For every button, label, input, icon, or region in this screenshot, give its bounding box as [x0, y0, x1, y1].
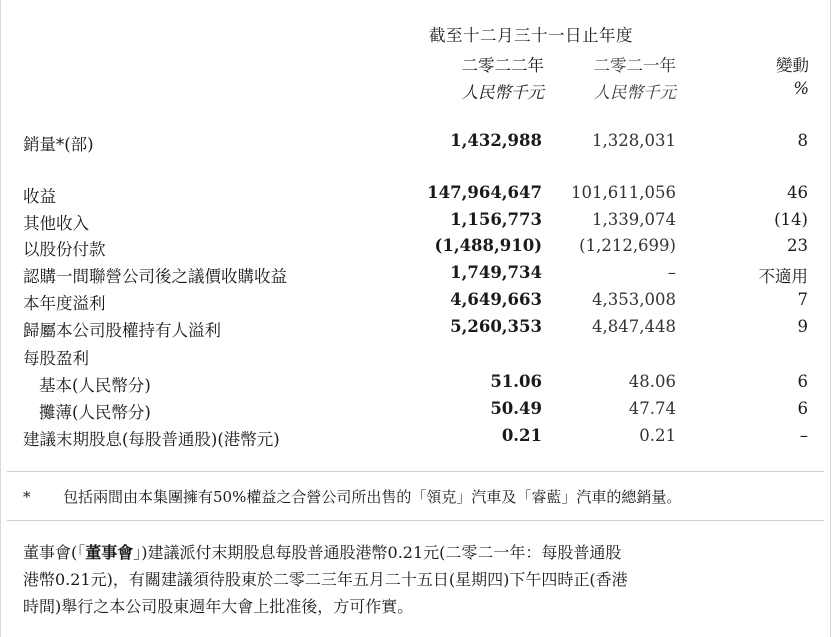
value-2021: 1,339,074	[592, 210, 676, 229]
table-row	[1, 131, 830, 155]
value-2022: 50.49	[490, 399, 542, 418]
value-change: 6	[797, 399, 808, 418]
value-change: 8	[797, 131, 808, 150]
paragraph-text: 董事會(「	[23, 543, 86, 562]
value-2021: –	[667, 263, 676, 282]
table-row	[1, 317, 830, 341]
value-2022: 1,432,988	[450, 131, 542, 150]
value-2022: (1,488,910)	[434, 236, 542, 255]
divider	[7, 520, 824, 521]
row-label: 每股盈利	[23, 349, 89, 368]
value-2022: 51.06	[490, 372, 542, 391]
divider	[7, 471, 824, 472]
table-row	[1, 263, 830, 287]
paragraph-text: 」)建議派付末期股息每股普通股港幣0.21元(二零二一年：每股普通股	[133, 543, 622, 562]
row-label: 基本(人民幣分)	[39, 376, 151, 395]
value-2022: 4,649,663	[450, 290, 542, 309]
value-2021: 4,847,448	[592, 317, 676, 336]
period-header: 截至十二月三十一日止年度	[429, 26, 633, 45]
unit-change: %	[793, 79, 809, 98]
column-header-2022: 二零二二年	[461, 56, 544, 75]
row-label: 其他收入	[23, 214, 89, 233]
value-change: 46	[787, 183, 808, 202]
footnote-text: 包括兩間由本集團擁有50%權益之合營公司所出售的「領克」汽車及「睿藍」汽車的總銷量。	[63, 488, 682, 506]
row-label: 歸屬本公司股權持有人溢利	[23, 321, 221, 340]
value-change: 6	[797, 372, 808, 391]
footnote-mark: *	[23, 488, 31, 506]
value-change: –	[799, 426, 808, 445]
value-2021: (1,212,699)	[579, 236, 676, 255]
value-2021: 47.74	[628, 399, 676, 418]
value-change: 9	[797, 317, 808, 336]
footnote	[23, 486, 681, 507]
table-row	[1, 399, 830, 423]
table-row	[1, 210, 830, 234]
table-row	[1, 426, 830, 450]
dividend-paragraph-line-3: 時間)舉行之本公司股東週年大會上批准後，方可作實。	[23, 597, 414, 616]
value-2021: 101,611,056	[571, 183, 676, 202]
board-term: 董事會	[85, 543, 134, 562]
value-2022: 1,749,734	[450, 263, 542, 282]
unit-2022: 人民幣千元	[461, 83, 544, 102]
row-label: 以股份付款	[23, 240, 106, 259]
table-row	[1, 183, 830, 207]
column-header-change: 變動	[776, 56, 809, 75]
row-label: 本年度溢利	[23, 294, 106, 313]
value-2021: 0.21	[639, 426, 676, 445]
row-label: 收益	[23, 187, 56, 206]
column-header-2021: 二零二一年	[593, 56, 676, 75]
dividend-paragraph-line-1	[23, 540, 813, 563]
value-change: 23	[787, 236, 808, 255]
row-label: 認購一間聯營公司後之議價收購收益	[23, 267, 287, 286]
table-row	[1, 290, 830, 314]
value-2021: 4,353,008	[592, 290, 676, 309]
value-2022: 1,156,773	[450, 210, 542, 229]
value-2022: 0.21	[501, 426, 542, 445]
value-change: 7	[797, 290, 808, 309]
value-2021: 1,328,031	[592, 131, 676, 150]
unit-2021: 人民幣千元	[593, 83, 676, 102]
value-change: (14)	[774, 210, 808, 229]
value-2022: 147,964,647	[427, 183, 542, 202]
table-row	[1, 372, 830, 396]
table-row	[1, 345, 830, 369]
row-label: 銷量*(部)	[23, 135, 94, 154]
row-label: 攤薄(人民幣分)	[39, 403, 151, 422]
row-label: 建議末期股息(每股普通股)(港幣元)	[23, 430, 280, 449]
value-change: 不適用	[758, 267, 808, 286]
value-2021: 48.06	[628, 372, 676, 391]
value-2022: 5,260,353	[450, 317, 542, 336]
dividend-paragraph-line-2: 港幣0.21元)，有關建議須待股東於二零二三年五月二十五日(星期四)下午四時正(香港	[23, 570, 628, 589]
table-row	[1, 236, 830, 260]
